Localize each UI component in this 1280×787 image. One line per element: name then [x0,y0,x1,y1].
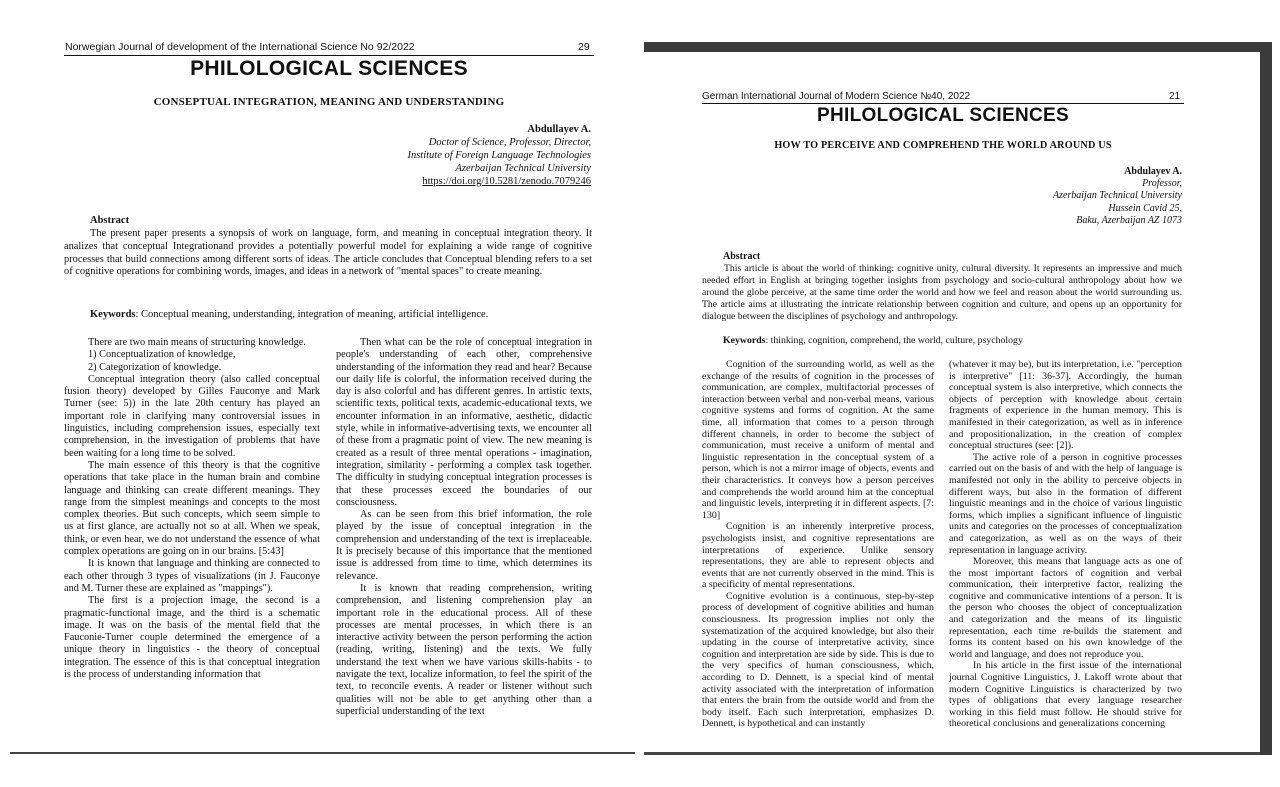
affiliation-line: Hussein Cavid 25, [1108,202,1182,214]
affiliation-line: Baku, Azerbaijan AZ 1073 [1076,214,1182,226]
abstract-text: The present paper presents a synopsis of work on language, form, and meaning in conceptual integration theory. It analizes that conceptual Integrationand provides a potentially powerful model for explaining a wide range of cognitive processes that build connections among different sorts of ideas. The article concludes that Conceptual blending refers to a set of cognitive operations for combining words, images, and ideas in a network of "mental spaces" to create meaning. [64,228,592,278]
page-number: 29 [578,41,590,53]
paragraph: There are two main means of structuring knowledge. [88,337,306,348]
keywords-text: : Conceptual meaning, understanding, integration of meaning, artificial intelligence. [135,309,489,320]
paragraph: It is known that reading comprehension, writing comprehension, and listening comprehension play an important role in the educational process. All of these processes are mental processes, in which there is an interactive activity between the person performing the action (reading, writing, listening) and the texts. We fully understand the text when we have various skills-habits - to navigate the text, localize information, to feel the spirit of the text, to reconcile events. A reader or listener without such qualities will not be able to get anything other than a superficial understanding of the text [336,582,592,717]
keywords-label: Keywords [90,309,136,320]
abstract-heading: Abstract [90,215,130,226]
paragraph: Cognitive evolution is a continuous, step-by-step process of development of cognitive abilities and human consciousness. Its progression implies not only the systematization of the acquired knowledge, but also their updating in the course of interpretative activity, since cognition and interpretation are side by side. This is due to the very specifics of human consciousness, which, according to D. Dennett, is a special kind of mental activity associated with the interpretation of information that enters the brain from the outside world and from the body itself. Each such interpretation, emphasizes D. Dennett, is hypothetical and can instantly [702,590,934,730]
section-title: PHILOLOGICAL SCIENCES [190,57,468,80]
abstract-heading: Abstract [723,251,761,262]
paragraph: Then what can be the role of conceptual integration in people's understanding of each other, comprehensive understanding of the information they read and hear? Because our daily life is colorful, the information received during the day is also colorful and has different genres. In artistic texts, scientific texts, political texts, academic-educational texts, we encounter information in an informative, aesthetic, didactic style, while in informative-advertising texts, we encounter all of these from a pragmatic point of view. The new meaning is created as a result of three mental operations - imagination, integration, similarity - performing a complex task together. The difficulty in studying conceptual integration processes is that these processes exceed the boundaries of our consciousness. [336,337,592,508]
paragraph: It is known that language and thinking are connected to each other through 3 types of visualizations (in J. Fauconye and M. Turner these are explained as "mappings"). [64,558,320,594]
paragraph: (whatever it may be), but its interpretation, i.e. "perception is interpretive" [11: 36-37]. Accordingly, the human conceptual system is also interpretive, which connects the objects of perception with knowledge about certain fragments of experience in the human memory. This is manifested in their categorization, as well as in inference and propositionalization, in the creation of complex conceptual structures (see: [2]). [949,359,1182,452]
paragraph: 2) Categorization of knowledge. [88,361,222,373]
page-top-shadow [644,42,1272,52]
journal-header: Norwegian Journal of development of the International Science No 92/2022 [65,41,415,53]
article-title: CONSEPTUAL INTEGRATION, MEANING AND UNDERSTANDING [153,96,505,108]
paragraph: In his article in the first issue of the international journal Cognitive Linguistics, J. Lakoff wrote about that modern Cognitive Linguistics is characterized by two types of obligations that every language researcher working in this field must follow. He should strive for theoretical conclusions and generalizations concerning [949,660,1182,730]
keywords-text: : thinking, cognition, comprehend, the world, culture, psychology [765,335,1023,346]
author-name: Abdulayev A. [1124,166,1182,177]
abstract-text: This article is about the world of thinking: cognitive unity, cultural diversity. It represents an impressive and much needed effort in English at bringing together insights from psychology and socio-cultural anthropology about how we around the globe perceive, at the same time order the world and how we feel and reason about the world surrounding us. The article aims at illustrating the intricate relationship between cognition and culture, and opens up an opportunity for dialogue between the disciplines of psychology and anthropology. [702,263,1182,322]
keywords-label: Keywords [723,335,766,346]
right-page [644,42,1272,755]
affiliation-line: Azerbaijan Technical University [1052,190,1182,202]
keywords [723,335,1183,346]
section-title: PHILOLOGICAL SCIENCES [817,105,1069,126]
affiliation-line: Doctor of Science, Professor, Director, [428,137,591,148]
author-block [924,166,1182,227]
paragraph: Cognition of the surrounding world, as well as the exchange of the results of cognition in the processes of communication, are complex, multifactorial processes of interaction between verbal and non-verbal means, various cognitive systems and forms of cognition. At the same time, all information that comes to a person through different channels, in order to become the subject of communication, must receive a uniform of mental and linguistic representation in the conceptual system of a person, which is not a mirror image of objects, events and their characteristics. It conveys how a person perceives and comprehends the world around him at the conceptual and linguistic levels, interpreting it in different aspects. [7: 130] [702,359,934,521]
paragraph: The main essence of this theory is that the cognitive operations that take place in the human brain and combine language and thinking can create different meanings. They range from the simplest meanings and concepts to the most complex theories. But such concepts, which seem simple to us at first glance, are actually not so at all. When we speak, think, or even hear, we do not understand the essence of what complex operations are going on in our brains. [5:43] [64,459,320,558]
affiliation-line: Professor, [1142,178,1182,190]
left-column-2 [336,337,592,757]
paragraph: Moreover, this means that language acts as one of the most important factors of cognition and verbal communication, their interpretive factor, realizing the cognitive and communicative intentions of a person. It is the person who chooses the object of conceptualization and categorization and the means of its linguistic representation, each time re-builds the statement and forms its content based on his own knowledge of the world and language, and does not reproduce you. [949,556,1182,660]
article-title: HOW TO PERCEIVE AND COMPREHEND THE WORLD AROUND US [774,140,1112,151]
author-block [300,123,591,188]
journal-header: German International Journal of Modern Science №40, 2022 [702,91,971,102]
header-rule [702,103,1184,104]
author-name: Abdullayev A. [527,124,591,135]
right-column-2 [949,359,1182,749]
paragraph: 1) Conceptualization of knowledge, [88,349,236,361]
keywords [90,309,590,320]
right-column-1 [702,359,934,749]
paragraph: Conceptual integration theory (also called conceptual fusion theory) developed by Gilles Fauconye and Mark Turner (see: 5)) in the late 20th century has played an important role in clarifying many controversial issues in linguistics, including comprehension issues, especially text comprehension, in the investigation of problems that have been waiting for a long time to be solved. [64,373,320,459]
doi-link[interactable]: https://doi.org/10.5281/zenodo.7079246 [422,176,591,187]
left-column-1 [64,337,320,757]
page-side-shadow [1260,42,1272,755]
page-bottom-edge [644,752,1260,755]
header-rule [64,55,594,56]
paragraph: As can be seen from this brief information, the role played by the issue of conceptual integration in the comprehension and understanding of the text is irreplaceable. It is precisely because of this importance that the mentioned issue is addressed from time to time, which determines its relevance. [336,509,592,582]
page-bottom-edge [10,752,635,754]
affiliation-line: Azerbaijan Technical University [455,163,591,174]
paragraph: The first is a projection image, the second is a pragmatic-functional image, and the third is a schematic image. It was on the basis of the mental field that the Fauconie-Turner couple determined the emergence of a unique theory in linguistics - the theory of conceptual integration. The essence of this is that conceptual integration is the process of understanding information that [64,595,320,681]
affiliation-line: Institute of Foreign Language Technologies [407,150,591,161]
paragraph: The active role of a person in cognitive processes carried out on the basis of and with the help of language is manifested not only in the ability to perceive objects in different ways, but also in the formation of different linguistic meanings and in the choice of various linguistic forms, which implies a significant influence of linguistic units and categories on the processes of conceptualization and categorization, as well as on the ways of their representation in language activity. [949,451,1182,556]
page-number: 21 [1169,91,1181,102]
paragraph: Cognition is an inherently interpretive process, psychologists insist, and cognitive representations are interpretations of experience. Unlike sensory representations, they are able to represent objects and events that are not currently observed in the mind. This is a specificity of mental representations. [702,521,934,591]
